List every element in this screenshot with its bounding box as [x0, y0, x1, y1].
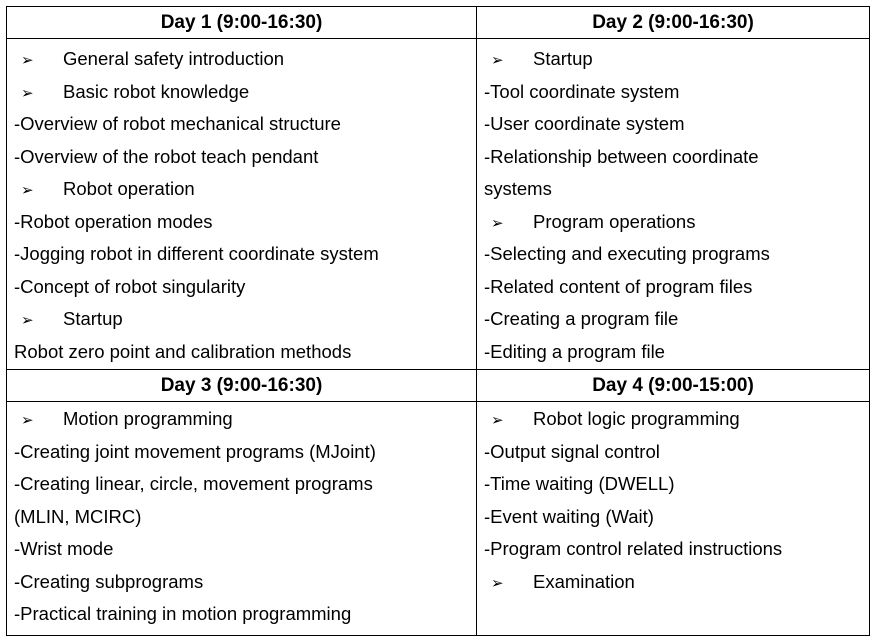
day-2-body [477, 43, 869, 368]
topic-text: Motion programming [63, 408, 233, 429]
day-2-header: Day 2 (9:00-16:30) [477, 7, 869, 39]
topic-detail-line [7, 468, 476, 501]
topic-detail-line [7, 533, 476, 566]
topic-text: -Creating linear, circle, movement programs [14, 473, 373, 494]
topic-detail-line [477, 336, 869, 369]
topic-bullet-item [477, 403, 869, 436]
topic-text: Robot operation [63, 178, 195, 199]
topic-text: Robot logic programming [533, 408, 740, 429]
topic-text: -Time waiting (DWELL) [484, 473, 675, 494]
topic-text: General safety introduction [63, 48, 285, 69]
topic-text: -Concept of robot singularity [14, 275, 246, 297]
topic-detail-line [7, 141, 476, 174]
topic-detail-line [7, 238, 476, 271]
arrow-bullet-icon: ➢ [21, 312, 34, 329]
topic-text: -Wrist mode [14, 538, 114, 559]
schedule-right-column [477, 7, 869, 635]
day-4-body [477, 403, 869, 598]
day-3-header: Day 3 (9:00-16:30) [7, 369, 476, 402]
topic-text: -Program control related instructions [484, 538, 783, 559]
topic-text: Basic robot knowledge [63, 80, 250, 102]
topic-text: -Overview of robot mechanical structure [14, 113, 341, 134]
arrow-bullet-icon: ➢ [491, 214, 504, 232]
arrow-bullet-icon: ➢ [491, 574, 504, 592]
topic-detail-line [477, 173, 869, 206]
arrow-bullet-icon: ➢ [491, 412, 504, 429]
topic-text: -Jogging robot in different coordinate system [14, 243, 379, 264]
topic-bullet-item [7, 173, 476, 206]
topic-text: -Practical training in motion programming [14, 603, 352, 624]
topic-detail-line [7, 598, 476, 631]
day-4-header: Day 4 (9:00-15:00) [477, 369, 869, 402]
arrow-bullet-icon: ➢ [21, 52, 34, 69]
topic-text: -User coordinate system [484, 113, 685, 134]
day-1-header: Day 1 (9:00-16:30) [7, 7, 476, 39]
topic-detail-line [7, 336, 476, 369]
arrow-bullet-icon: ➢ [491, 52, 504, 69]
topic-text: -Event waiting (Wait) [484, 505, 654, 527]
topic-detail-line [477, 533, 869, 566]
topic-text: -Robot operation modes [14, 210, 213, 232]
topic-bullet-item [477, 206, 869, 239]
topic-bullet-item [7, 303, 476, 336]
topic-detail-line [7, 566, 476, 599]
topic-text: -Relationship between coordinate [484, 145, 759, 167]
topic-text: Startup [63, 308, 123, 329]
topic-detail-line [477, 436, 869, 469]
topic-detail-line [7, 206, 476, 239]
arrow-bullet-icon: ➢ [21, 182, 34, 199]
topic-bullet-item [477, 43, 869, 76]
arrow-bullet-icon: ➢ [21, 84, 34, 102]
training-schedule-table [6, 6, 870, 636]
topic-text: -Related content of program files [484, 275, 753, 297]
topic-text: -Creating joint movement programs (MJoint) [14, 440, 376, 462]
arrow-bullet-icon: ➢ [21, 412, 34, 429]
topic-detail-line [477, 76, 869, 109]
topic-detail-line [7, 271, 476, 304]
topic-detail-line [477, 108, 869, 141]
topic-detail-line [477, 141, 869, 174]
schedule-left-column [7, 7, 477, 635]
topic-text: -Creating a program file [484, 308, 679, 329]
topic-text: -Overview of the robot teach pendant [14, 145, 319, 167]
topic-text: -Selecting and executing programs [484, 243, 770, 264]
topic-text: -Creating subprograms [14, 570, 204, 592]
topic-text: Robot zero point and calibration methods [14, 340, 352, 362]
topic-text: Examination [533, 570, 635, 592]
topic-bullet-item [7, 76, 476, 109]
topic-text: Startup [533, 48, 593, 69]
topic-detail-line [7, 108, 476, 141]
topic-detail-line [477, 238, 869, 271]
topic-detail-line [477, 468, 869, 501]
topic-bullet-item [477, 566, 869, 599]
topic-text: (MLIN, MCIRC) [14, 505, 142, 527]
topic-bullet-item [7, 403, 476, 436]
day-3-body [7, 403, 476, 631]
topic-detail-line [477, 303, 869, 336]
topic-detail-line [477, 271, 869, 304]
topic-text: Program operations [533, 210, 696, 232]
day-1-body [7, 43, 476, 368]
topic-text: -Output signal control [484, 440, 660, 462]
topic-detail-line [477, 501, 869, 534]
topic-detail-line [7, 436, 476, 469]
topic-text: systems [484, 178, 552, 199]
topic-detail-line [7, 501, 476, 534]
topic-text: -Editing a program file [484, 340, 665, 362]
topic-bullet-item [7, 43, 476, 76]
topic-text: -Tool coordinate system [484, 80, 680, 102]
